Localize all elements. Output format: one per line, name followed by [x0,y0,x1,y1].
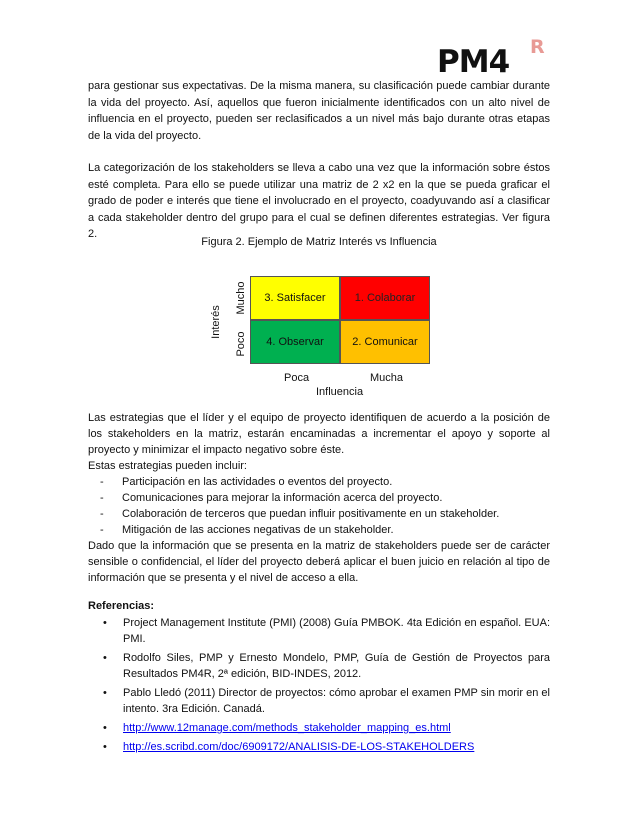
strategies-list [88,474,550,538]
x-high-label: Mucha [370,372,404,384]
references-list [88,615,550,755]
matrix-cell-colaborar: 1. Colaborar [340,276,430,320]
strategies-section [88,410,550,586]
matrix-cell-comunicar: 2. Comunicar [340,320,430,364]
bullet-icon: • [103,617,107,629]
reference-text: Rodolfo Siles, PMP y Ernesto Mondelo, PMP, Guía de Gestión de Proyectos para Resultados PM4R, 2ª edición, BID-INDES, 2012. [123,652,550,680]
bullet-icon: • [103,687,107,699]
y-high-label: Mucho [235,281,247,315]
reference-item [103,739,550,755]
logo-superscript: R [530,36,545,58]
reference-item [103,615,550,647]
reference-text: Pablo Lledó (2011) Director de proyectos: cómo aprobar el examen PMP sin morir en el intento. 3ra Edición. Canadá. [123,687,550,715]
reference-item [103,650,550,682]
reference-link-scribd[interactable]: http://es.scribd.com/doc/6909172/ANALISIS-DE-LOS-STAKEHOLDERS [123,741,475,753]
reference-link-12manage[interactable]: http://www.12manage.com/methods_stakeholder_mapping_es.html [123,722,451,734]
figure-caption: Figura 2. Ejemplo de Matriz Interés vs Influencia [201,236,437,248]
intro-section [88,78,550,243]
bullet-icon: • [103,741,107,753]
bullet-icon: • [103,652,107,664]
strategies-paragraph-3: Dado que la información que se presenta en la matriz de stakeholders puede ser de carácter sensible o confidencial, el líder del proyecto deberá aplicar el buen juicio en relación al tipo de información que se presenta y el nivel de acceso a ella. [88,540,550,584]
x-low-label: Poca [284,372,310,384]
list-item: - Participación en las actividades o eventos del proyecto. [100,474,550,490]
intro-paragraph-1: para gestionar sus expectativas. De la misma manera, su clasificación puede cambiar durante la vida del proyecto. Así, aquellos que fueron inicialmente identificados con un alto nivel de influencia en el proyecto, pueden ser reclasificados a un nivel más bajo durante otras etapas de la vida del proyecto. [88,80,550,142]
y-low-label: Poco [235,331,247,357]
references-section [88,598,550,758]
reference-text: Project Management Institute (PMI) (2008) Guía PMBOK. 4ta Edición en español. EUA: PMI. [123,617,550,645]
interest-influence-matrix [250,276,432,366]
matrix-cell-observar: 4. Observar [250,320,340,364]
references-title: Referencias: [88,600,155,612]
strategies-paragraph-1: Las estrategias que el líder y el equipo de proyecto identifiquen de acuerdo a la posición de los stakeholders en la matriz, estarán encaminadas a incrementar el apoyo y soporte al proyecto y minimizar el impacto negativo sobre éste. [88,412,550,456]
list-item: - Mitigación de las acciones negativas de un stakeholder. [100,522,550,538]
list-item: - Colaboración de terceros que puedan influir positivamente en un stakeholder. [100,506,550,522]
y-axis-label: Interés [210,305,222,339]
reference-item [103,720,550,736]
x-axis-label: Influencia [316,386,364,398]
bullet-icon: • [103,722,107,734]
strategies-paragraph-2: Estas estrategias pueden incluir: [88,460,247,472]
list-item: - Comunicaciones para mejorar la información acerca del proyecto. [100,490,550,506]
intro-paragraph-2: La categorización de los stakeholders se lleva a cabo una vez que la información sobre éstos esté completa. Para ello se puede utilizar una matriz de 2 x2 en la que se pueda graficar el grado de poder e interés que tiene el involucrado en el proyecto, coadyuvando así a clasificar a cada stakeholder dentro del grupo para el cual se definen diferentes estrategias. Ver figura 2. [88,162,550,240]
matrix-cell-satisfacer: 3. Satisfacer [250,276,340,320]
reference-item [103,685,550,717]
logo-main-text: PM4 [437,44,510,80]
